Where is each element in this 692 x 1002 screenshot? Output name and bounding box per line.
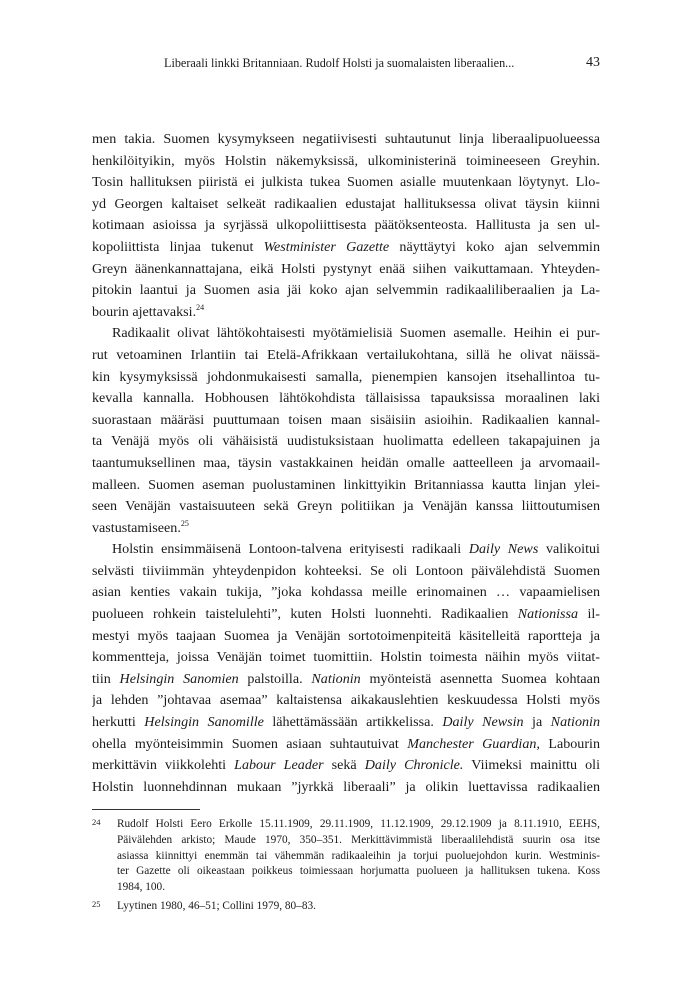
text-line	[92, 604, 600, 626]
page-number: 43	[586, 55, 600, 70]
text-line	[92, 755, 600, 777]
footnote-line	[92, 833, 600, 849]
italic-title: Nationissa	[517, 606, 579, 623]
text-line	[92, 345, 600, 367]
italic-title: Daily Newsin	[442, 714, 524, 731]
text-line	[92, 129, 600, 151]
text-line	[92, 561, 600, 583]
text-segment: palstoilla.	[238, 670, 312, 687]
text-segment: myönteistä asennetta Suomea kohtaan	[360, 670, 600, 687]
text-segment: kotimaan asioissa ja syrjässä ulkopoliittisesta päätöksenteosta. Hallitusta ja sen ul-	[92, 217, 600, 234]
text-line	[92, 237, 600, 259]
footnotes	[92, 817, 600, 915]
text-segment: Greyn äänenkannattajana, eikä Holsti pystynyt enää siihen vaikuttamaan. Yhteyden-	[92, 260, 600, 277]
text-segment: sekä	[323, 757, 365, 774]
text-segment: bourin ajettavaksi.	[92, 303, 197, 320]
text-segment: kevalla kannalla. Hobhousen lähtökohdista tällaisissa tapauksissa moraalinen laki	[92, 390, 600, 407]
footnote-reference[interactable]: 24	[196, 302, 205, 312]
footnote-text: Lyytinen 1980, 46–51; Collini 1979, 80–83.	[117, 899, 316, 912]
text-line	[92, 388, 600, 410]
footnote-text: ter Gazette oli oikeastaan poikkeus toimiessaan horjumatta puolueen ja hallituksen tukena. Koss	[117, 865, 600, 878]
italic-title: Manchester Guardian,	[407, 735, 540, 752]
text-segment: Radikaalit olivat lähtökohtaisesti myötämielisiä Suomen asemalle. Heihin ei pur-	[112, 325, 600, 342]
footnote-marker: 24	[92, 817, 101, 827]
text-line	[92, 777, 600, 799]
text-segment: selvästi tiiviimmän yhteydenpidon kohteeksi. Se oli Lontoon päivälehdistä Suomen	[92, 562, 600, 579]
italic-title: Labour Leader	[234, 757, 324, 774]
text-segment: pitokin laantui ja Suomen asia jäi koko ajan selvemmin radikaaliliberaalien ja La-	[92, 282, 600, 299]
text-segment: tiin	[92, 670, 120, 687]
text-segment: suorastaan määräsi puuttumaan toisen maan sisäisiin asioihin. Radikaalien kannal-	[92, 411, 600, 428]
text-line	[92, 734, 600, 756]
text-segment: ja lehden ”johtavaa asemaa” kaltaistensa aikakauslehtien keskuudessa Holsti myös	[92, 692, 600, 709]
text-segment: Holstin ensimmäisenä Lontoon-talvena erityisesti radikaali	[112, 541, 469, 558]
text-segment: ohella myönteisimmin Suomen asiaan suhtautuivat	[92, 735, 408, 752]
text-line	[92, 647, 600, 669]
text-line	[92, 367, 600, 389]
text-line	[92, 669, 600, 691]
text-segment: taantumuksellinen maa, täysin vastakkainen heidän omalle aatteelleen ja arvomaail-	[92, 454, 600, 471]
italic-title: Daily News	[468, 541, 539, 558]
footnote-line	[92, 849, 600, 865]
running-head-title: Liberaali linkki Britanniaan. Rudolf Holsti ja suomalaisten liberaalien...	[164, 56, 515, 70]
italic-title: Helsingin Sanomien	[119, 670, 239, 687]
text-segment: henkilöityikin, myös Holstin näkemyksissä, ulkoministerinä toimineeseen Greyhin.	[92, 152, 600, 169]
text-line	[92, 194, 600, 216]
text-line	[92, 302, 600, 324]
footnote-rule	[92, 809, 200, 810]
italic-title: Nationin	[311, 670, 361, 687]
text-line	[92, 323, 600, 345]
text-segment: il-	[578, 606, 600, 623]
text-line	[92, 518, 600, 540]
text-line	[92, 690, 600, 712]
text-segment: men takia. Suomen kysymykseen negatiivisesti suhtautunut linja liberaalipuolueessa	[92, 131, 600, 147]
text-segment: kopoliittista linjaa tukenut	[92, 238, 264, 255]
footnote-line	[92, 899, 600, 915]
italic-title: Helsingin Sanomille	[144, 714, 264, 731]
text-segment: malleen. Suomen aseman puolustaminen linkittyikin Britanniassa kautta linjan ylei-	[92, 476, 600, 493]
italic-title: Nationin	[550, 714, 600, 731]
text-segment: kin kysymyksissä johdonmukaisesti samalla, pienempien kansojen itsehallintoa tu-	[92, 368, 600, 385]
text-segment: Viimeksi mainittu oli	[463, 757, 600, 774]
text-segment: Labourin	[539, 735, 600, 752]
text-segment: ja	[523, 714, 551, 731]
running-head	[92, 52, 600, 74]
text-line	[92, 215, 600, 237]
footnote-line	[92, 880, 600, 896]
text-segment: asian kenties vakain tukija, ”joka kohdassa meille erinomainen … vapaamielisen	[92, 584, 600, 601]
italic-title: Westminister Gazette	[263, 238, 390, 255]
text-segment: valikoitui	[538, 541, 600, 558]
footnote-marker: 25	[92, 898, 101, 909]
text-segment: Holstin luonnehdinnan mukaan ”jyrkkä liberaali” ja olikin luettavissa radikaalien	[92, 778, 600, 795]
footnote-text: Rudolf Holsti Eero Erkolle 15.11.1909, 29.11.1909, 11.12.1909, 29.12.1909 ja 8.11.1910, EEHS,	[117, 818, 600, 830]
text-segment: rut vetoaminen Irlantiin tai Etelä-Afrikkaan vertailukohtana, sillä he olivat näissä-	[92, 346, 600, 363]
text-line	[92, 172, 600, 194]
text-line	[92, 712, 600, 734]
footnote-text: 1984, 100.	[117, 881, 166, 894]
text-line	[92, 539, 600, 561]
footnote-line	[92, 817, 600, 833]
text-segment: ta Venäjä myös oli vähäisistä uudistuksistaan huolimatta edelleen takapajuinen ja	[92, 433, 600, 450]
text-segment: Tosin hallituksen piiristä ei julkista tukea Suomen asialle muutenkaan löytynyt. Llo-	[92, 174, 600, 191]
text-line	[92, 496, 600, 518]
text-line	[92, 259, 600, 281]
text-line	[92, 410, 600, 432]
text-segment: lähettämässään artikkelissa.	[263, 714, 443, 731]
footnote-text: Päivälehden arkisto; Maude 1970, 350–351. Merkittävimmistä liberaalilehdistä suurin osa itse	[117, 833, 600, 846]
text-segment: yd Georgen kaltaiset selkeät radikaalien edustajat hallituksessa olivat täysin kiinni	[92, 195, 600, 212]
text-line	[92, 431, 600, 453]
italic-title: Daily Chronicle.	[364, 757, 464, 774]
text-line	[92, 582, 600, 604]
text-segment: mestyi myös taajaan Suomea ja Venäjän sortotoimenpiteitä käsitelleitä raportteja ja	[92, 627, 600, 644]
text-segment: kommentteja, joissa Venäjän toimet tuomittiin. Holstin toimesta näihin myös viitat-	[92, 649, 600, 666]
text-line	[92, 453, 600, 475]
text-segment: merkittävin viikkolehti	[92, 757, 235, 774]
text-segment: herkutti	[92, 714, 145, 731]
footnote-text: asiassa kiinnittyi enemmän tai vähemmän radikaaleihin ja torjui puoluejohdon kurin. Westminis-	[117, 849, 600, 862]
text-segment: puolueen rohkein taistelulehti”, kuten Holsti luonnehti. Radikaalien	[92, 606, 518, 623]
text-line	[92, 280, 600, 302]
text-line	[92, 151, 600, 173]
body-text	[92, 129, 600, 798]
text-line	[92, 626, 600, 648]
text-segment: näyttäytyi koko ajan selvemmin	[389, 238, 600, 255]
text-segment: seen Venäjän vastaisuuteen sekä Greyn politiikan ja Venäjän kanssa liittoutumisen	[92, 498, 600, 515]
text-line	[92, 475, 600, 497]
footnote-line	[92, 864, 600, 880]
text-segment: vastustamiseen.	[92, 519, 181, 536]
footnote-reference[interactable]: 25	[180, 518, 189, 528]
